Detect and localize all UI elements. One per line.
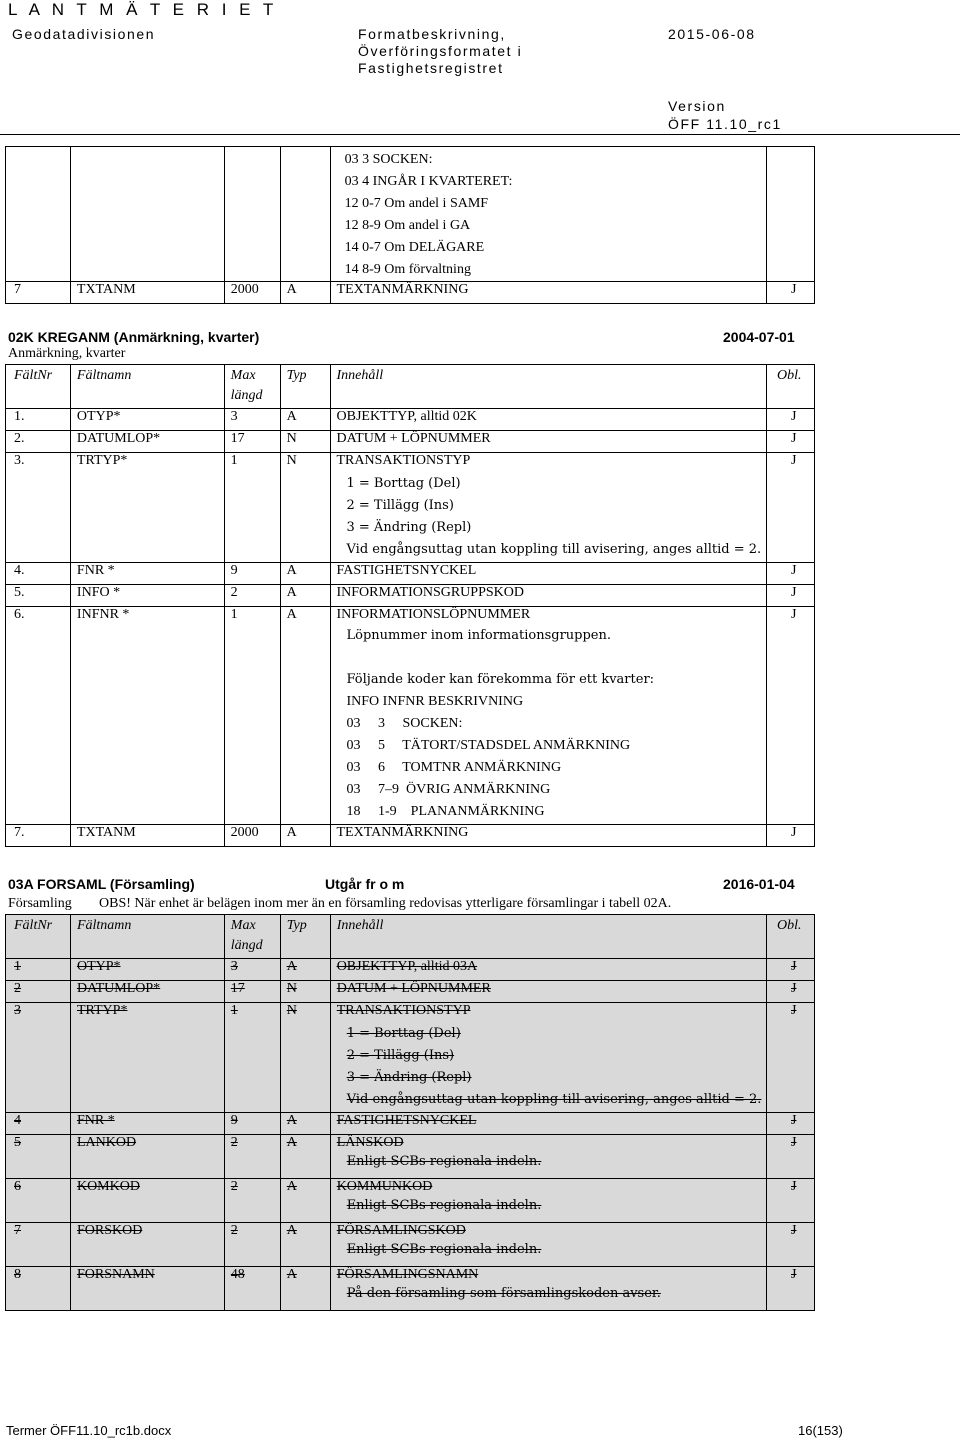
column-header: Fältnamn (70, 365, 224, 409)
column-header: Innehåll (330, 915, 766, 959)
forsaml-table (5, 914, 815, 1311)
note-line: 1 = Borttag (Del) (346, 476, 461, 491)
note-line: Följande koder kan förekomma för ett kvarter: (346, 672, 655, 687)
note-line: 18 1-9 PLANANMÄRKNING (346, 804, 545, 819)
column-header: Max längd (224, 915, 280, 959)
doc-title-line-1: Formatbeskrivning, (358, 26, 506, 42)
table-row: 7. TXTANM 2000 A TEXTANMÄRKNING J (6, 825, 815, 847)
doc-title-line-2: Överföringsformatet i (358, 43, 523, 59)
note-line: Enligt SCBs regionala indeln. (346, 1242, 542, 1257)
note-line: 03 7–9 ÖVRIG ANMÄRKNING (346, 782, 551, 797)
note-line: Enligt SCBs regionala indeln. (346, 1154, 542, 1169)
table-row: 6. INFNR * 1 A INFORMATIONSLÖPNUMMER Löpnummer inom informationsgruppen. Följande koder kan förekomma för ett kvarter: INFO INFNR BESKRIVNING 03 3 SOCKEN: 03 5 TÄTORT/STADSDEL ANMÄRKNING 03 6 TOMTNR ANMÄRKNING 03 7–9 ÖVRIG ANMÄRKNING 18 1-9 PLANANMÄRKNING J (6, 607, 815, 825)
table-row: 1. OTYP* 3 A OBJEKTTYP, alltid 02K J (6, 409, 815, 431)
note-line: Vid engångsuttag utan koppling till avisering, anges alltid = 2. (346, 542, 762, 557)
version-value: ÖFF 11.10_rc1 (668, 116, 782, 132)
doc-title-line-3: Fastighetsregistret (358, 60, 504, 76)
table-row: 7 FORSKOD 2 A FÖRSAMLINGSKOD Enligt SCBs regionala indeln. J (6, 1223, 815, 1267)
table-row: 3. TRTYP* 1 N TRANSAKTIONSTYP 1 = Borttag (Del) 2 = Tillägg (Ins) 3 = Ändring (Repl) Vid engångsuttag utan koppling till avisering, anges alltid = 2. J (6, 453, 815, 563)
table-row: 3 TRTYP* 1 N TRANSAKTIONSTYP 1 = Borttag (Del) 2 = Tillägg (Ins) 3 = Ändring (Repl) Vid engångsuttag utan koppling till avisering, anges alltid = 2. J (6, 1003, 815, 1113)
table-header-row (6, 915, 815, 959)
table-row: 4. FNR * 9 A FASTIGHETSNYCKEL J (6, 563, 815, 585)
note-line: 2 = Tillägg (Ins) (346, 1048, 455, 1063)
note-line: 3 = Ändring (Repl) (346, 1070, 472, 1085)
code-line: 14 8-9 Om förvaltning (344, 262, 471, 277)
column-header: Obl. (766, 365, 814, 409)
continued-table (5, 146, 815, 304)
note-line (347, 647, 766, 669)
note-line: INFO INFNR BESKRIVNING (346, 694, 524, 709)
section-status-forsaml: Utgår fr o m (325, 876, 405, 892)
table-row: 2 DATUMLOP* 17 N DATUM + LÖPNUMMER J (6, 981, 815, 1003)
code-list-cell (330, 147, 766, 282)
table-header-row (6, 365, 815, 409)
note-line: 03 6 TOMTNR ANMÄRKNING (346, 760, 562, 775)
doc-date: 2015-06-08 (668, 26, 756, 42)
table-row: 7 TXTANM 2000 A TEXTANMÄRKNING J (6, 282, 815, 304)
table-row: 2. DATUMLOP* 17 N DATUM + LÖPNUMMER J (6, 431, 815, 453)
note-line: 3 = Ändring (Repl) (346, 520, 472, 535)
table-row: 8 FORSNAMN 48 A FÖRSAMLINGSNAMN På den församling som församlingskoden avser. J (6, 1267, 815, 1311)
code-line: 12 8-9 Om andel i GA (344, 218, 471, 233)
kreganm-table (5, 364, 815, 847)
table-row: 5. INFO * 2 A INFORMATIONSGRUPPSKOD J (6, 585, 815, 607)
table-row: 1 OTYP* 3 A OBJEKTTYP, alltid 03A J (6, 959, 815, 981)
column-header: FältNr (6, 915, 71, 959)
column-header: Typ (280, 365, 330, 409)
section-subtitle-kreganm: Anmärkning, kvarter (8, 346, 126, 361)
section-date-forsaml: 2016-01-04 (723, 876, 795, 892)
column-header: Max längd (224, 365, 280, 409)
code-line: 12 0-7 Om andel i SAMF (344, 196, 489, 211)
footer-page-number: 16(153) (798, 1423, 843, 1438)
version-label: Version (668, 98, 726, 114)
code-line: 03 4 INGÅR I KVARTERET: (344, 174, 513, 189)
header-rule (0, 134, 960, 135)
footer-filename: Termer ÖFF11.10_rc1b.docx (6, 1423, 172, 1438)
section-subtitle-forsaml: Församling (8, 896, 72, 911)
note-line: 2 = Tillägg (Ins) (346, 498, 454, 513)
section-date-kreganm: 2004-07-01 (723, 329, 795, 345)
section-heading-kreganm: 02K KREGANM (Anmärkning, kvarter) (8, 329, 260, 345)
table-row: 4 FNR * 9 A FASTIGHETSNYCKEL J (6, 1113, 815, 1135)
organization-name: L A N T M Ä T E R I E T (8, 0, 278, 19)
section-heading-forsaml: 03A FORSAML (Församling) (8, 876, 195, 892)
code-line: 03 3 SOCKEN: (344, 152, 433, 167)
code-line: 14 0-7 Om DELÄGARE (344, 240, 485, 255)
note-line: Löpnummer inom informationsgruppen. (346, 628, 612, 643)
note-line: Vid engångsuttag utan koppling till avisering, anges alltid = 2. (346, 1092, 762, 1107)
column-header: Innehåll (330, 365, 766, 409)
note-line: På den församling som församlingskoden avser. (346, 1286, 661, 1301)
table-row: 5 LANKOD 2 A LÄNSKOD Enligt SCBs regionala indeln. J (6, 1135, 815, 1179)
column-header: FältNr (6, 365, 71, 409)
note-line: Enligt SCBs regionala indeln. (346, 1198, 542, 1213)
division-name: Geodatadivisionen (12, 26, 156, 42)
table-row: 6 KOMKOD 2 A KOMMUNKOD Enligt SCBs regionala indeln. J (6, 1179, 815, 1223)
column-header: Typ (280, 915, 330, 959)
column-header: Fältnamn (70, 915, 224, 959)
column-header: Obl. (767, 915, 815, 959)
note-line: 1 = Borttag (Del) (346, 1026, 461, 1041)
section-obs-note: OBS! När enhet är belägen inom mer än en församling redovisas ytterligare församlingar i tabell 02A. (99, 896, 672, 911)
note-line: 03 5 TÄTORT/STADSDEL ANMÄRKNING (346, 738, 631, 753)
note-line: 03 3 SOCKEN: (346, 716, 463, 731)
